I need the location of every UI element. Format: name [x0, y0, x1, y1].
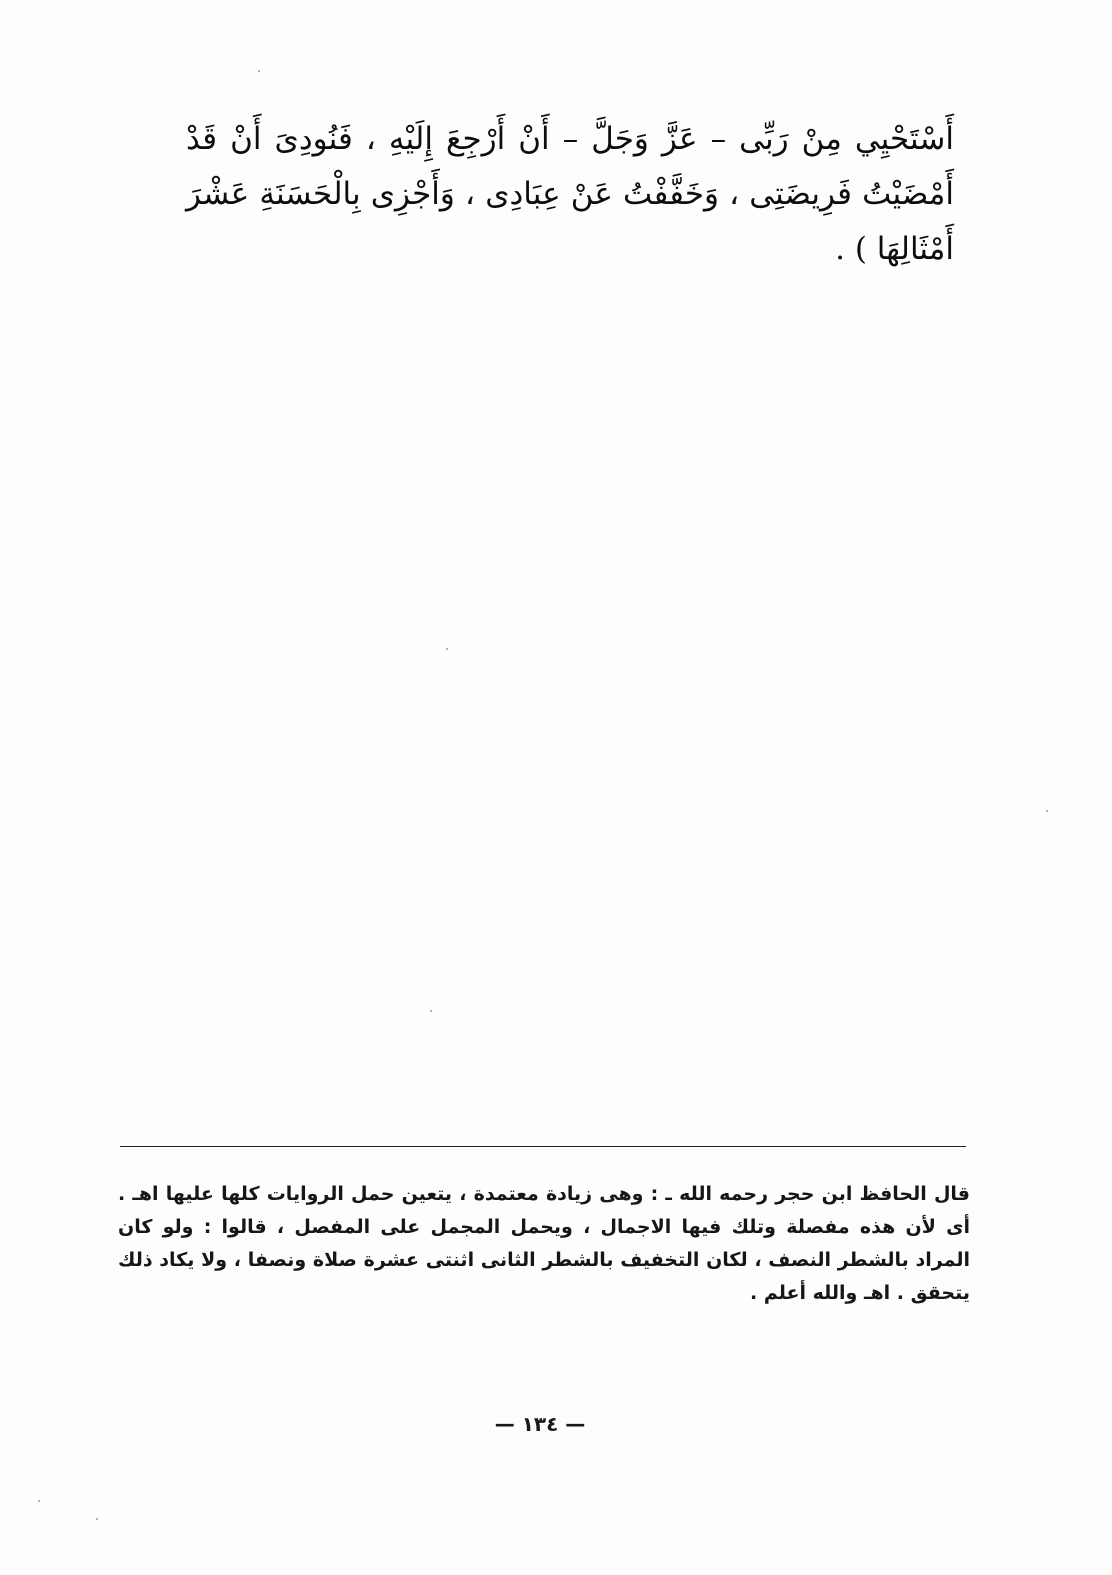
scan-speck	[1046, 810, 1048, 812]
page-number: — ١٣٤ —	[494, 1412, 586, 1436]
footnote-block	[118, 1178, 970, 1310]
footnote-paragraph: قال الحافظ ابن حجر رحمه الله ـ : وهى زيادة معتمدة ، يتعين حمل الروايات كلها عليها اهـ . أى لأن هذه مفصلة وتلك فيها الاجمال ، ويحمل المجمل على المفصل ، قالوا : ولو كان المراد بالشطر النصف ، لكان التخفيف بالشطر الثانى اثنتى عشرة صلاة ونصفا ، ولا يكاد ذلك يتحقق . اهـ والله أعلم .	[118, 1183, 970, 1304]
main-paragraph: أَسْتَحْيِي مِنْ رَبِّى – عَزَّ وَجَلَّ – أَنْ أَرْجِعَ إِلَيْهِ ، فَنُودِىَ أَنْ قَدْ أَمْضَيْتُ فَرِيضَتِى ، وَخَفَّفْتُ عَنْ عِبَادِى ، وَأَجْزِى بِالْحَسَنَةِ عَشْرَ أَمْثَالِهَا ) .	[186, 121, 954, 267]
scan-speck	[430, 1010, 432, 1012]
scan-speck	[96, 1518, 98, 1520]
scan-speck	[446, 648, 448, 650]
scan-speck	[258, 70, 260, 72]
scan-speck	[38, 1500, 40, 1502]
footnote-separator	[120, 1146, 966, 1147]
main-text-block	[186, 112, 954, 277]
